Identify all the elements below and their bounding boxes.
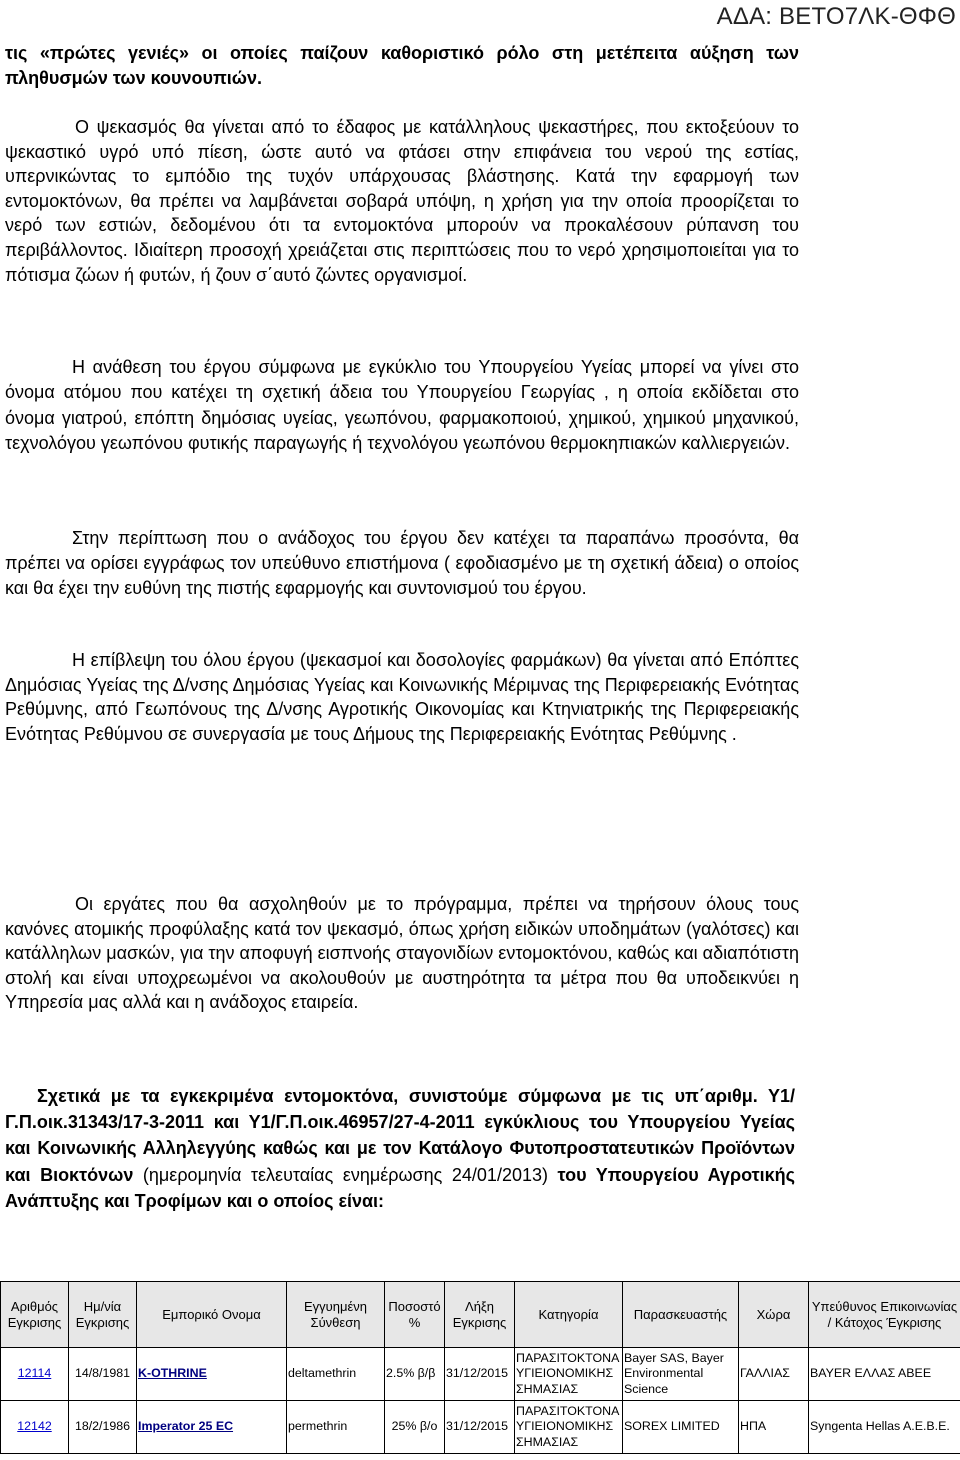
expiry-cell: 31/12/2015 [445,1348,515,1401]
paragraph-contractor: Στην περίπτωση που ο ανάδοχος του έργου δεν κατέχει τα παραπάνω προσόντα, θα πρέπει να ορίσει εγγράφως τον υπεύθυνο επιστήμονα ( εφοδιασμένο με τη σχετική άδεια) ο οποίος και θα έχει την ευθύνη της πιστής εφαρμογής και συντονισμού του έργου. [5,528,799,598]
header-reg-no: Αριθμός Εγκρισης [1,1282,69,1348]
category-cell: ΠΑΡΑΣΙΤΟΚΤΟΝΑ ΥΓΙΕΙΟΝΟΜΙΚΗΣ ΣΗΜΑΣΙΑΣ [515,1401,623,1454]
table-row [1,1348,960,1401]
table-row [1,1401,960,1454]
document-ada-code: ΑΔΑ: ΒΕΤΟ7ΛΚ-ΘΦΘ [716,3,956,30]
paragraph-worker-safety: Οι εργάτες που θα ασχοληθούν με το πρόγραμμα, πρέπει να τηρήσουν όλους τους κανόνες ατομικής προφύλαξης κατά τον ψεκασμό, όπως χρήση ειδικών υποδημάτων (γαλότσες) και κατάλληλων μασκών, για την αποφυγή εισπνοής σταγονιδίων εντομοκτόνου, καθώς και αδιαπότιστη στολή και είναι υποχρεωμένοι να ακολουθούν με αυστηρότητα τα μέτρα που θα υποδεικνύει η Υπηρεσία μας αλλά και η ανάδοχος εταιρεία. [5,894,800,1013]
composition-cell: permethrin [287,1401,385,1454]
header-manufacturer: Παρασκευαστής [623,1282,739,1348]
header-reg-date: Ημ/νία Εγκρισης [69,1282,137,1348]
contact-cell: BAYER ΕΛΛΑΣ ΑΒΕΕ [809,1348,960,1401]
composition-cell: deltamethrin [287,1348,385,1401]
update-date-text: (ημερομηνία τελευταίας ενημέρωσης 24/01/2013) [133,1164,558,1185]
reg-no-cell[interactable] [1,1401,69,1454]
insecticides-table [0,1281,960,1454]
paragraph-spraying-method: Ο ψεκασμός θα γίνεται από το έδαφος με κατάλληλους ψεκαστήρες, που εκτοξεύουν το ψεκαστικό υγρό υπό πίεση, ώστε αυτό να φτάσει στην επιφάνεια του νερού της εστίας, υπερνικώντας το εμπόδιο της τυχόν υπάρχουσας βλάστησης. Κατά την εφαρμογή των εντομοκτόνων, θα πρέπει να λαμβάνεται σοβαρά υπόψη, η χρήση για την οποία προορίζεται το νερό των εστιών, δεδομένου ότι τα εντομοκτόνα μπορούν να προκαλέσουν ρύπανση του περιβάλλοντος. Ιδιαίτερη προσοχή χρειάζεται στις περιπτώσεις που το νερό χρησιμοποιείται για το πότισμα ζώων ή φυτών, ή ζουν σ΄αυτό ζώντες οργανισμοί. [5,117,799,285]
expiry-cell: 31/12/2015 [445,1401,515,1454]
paragraph-assignment: Η ανάθεση του έργου σύμφωνα με εγκύκλιο του Υπουργείου Υγείας μπορεί να γίνει στο όνομα ατόμου που κατέχει τη σχετική άδεια του Υπουργείου Γεωργίας , η οποία εκδίδεται στο όνομα γιατρού, επόπτη δημόσιας υγείας, γεωπόνου, φαρμακοποιού, χημικού, χημικού μηχανικού, τεχνολόγου γεωπόνου φυτικής παραγωγής ή τεχνολόγου γεωπόνου θερμοκηπιακών καλλιεργειών. [5,357,799,454]
approved-insecticides-text: Σχετικά με τα εγκεκριμένα εντομοκτόνα, συνιστούμε σύμφωνα με τις υπ΄αριθμ. Υ1/Γ.Π.οικ.31343/17-3-2011 και Υ1/Γ.Π.οικ.46957/27-4-2011 εγκύκλιους του Υπουργείου Υγείας και Κοινωνικής Αλληλεγγύης καθώς και με τον Κατάλογο Φυτοπροστατευτικών Προϊόντων και Βιοκτόνων [5,1086,795,1185]
header-country: Χώρα [739,1282,809,1348]
reg-date-cell: 18/2/1986 [69,1401,137,1454]
header-category: Κατηγορία [515,1282,623,1348]
trade-name-link[interactable]: K-OTHRINE [138,1366,207,1381]
paragraph-supervision: Η επίβλεψη του όλου έργου (ψεκασμοί και δοσολογίες φαρμάκων) θα γίνεται από Επόπτες Δημόσιας Υγείας της Δ/νσης Δημόσιας Υγείας και Κοινωνικής Μέριμνας της Περιφερειακής Ενότητας Ρεθύμνης, από Γεωπόνους της Δ/νσης Αγροτικής Οικονομίας και Κτηνιατρικής της Περιφερειακής Ενότητας Ρεθύμνου σε συνεργασία με τους Δήμους της Περιφερειακής Ενότητας Ρεθύμνης . [5,650,799,744]
header-contact: Υπεύθυνος Επικοινωνίας / Κάτοχος Έγκρισης [809,1282,960,1348]
category-cell: ΠΑΡΑΣΙΤΟΚΤΟΝΑ ΥΓΙΕΙΟΝΟΜΙΚΗΣ ΣΗΜΑΣΙΑΣ [515,1348,623,1401]
paragraph-approved-insecticides [5,1083,795,1214]
manufacturer-cell: SOREX LIMITED [623,1401,739,1454]
table-header-row [1,1282,960,1348]
reg-no-link[interactable]: 12114 [17,1366,52,1381]
header-expiry: Λήξη Εγκρισης [445,1282,515,1348]
reg-no-cell[interactable] [1,1348,69,1401]
paragraph-first-generations: τις «πρώτες γενιές» οι οποίες παίζουν καθοριστικό ρόλο στη μετέπειτα αύξηση των πληθυσμών των κουνουπιών. [5,43,799,88]
trade-name-cell[interactable] [137,1401,287,1454]
percent-cell: 2.5% β/β [385,1348,445,1401]
header-trade-name: Εμπορικό Ονομα [137,1282,287,1348]
reg-date-cell: 14/8/1981 [69,1348,137,1401]
header-percent: Ποσοστό % [385,1282,445,1348]
trade-name-link[interactable]: Imperator 25 EC [138,1419,234,1434]
contact-cell: Syngenta Hellas A.E.B.E. [809,1401,960,1454]
country-cell: ΗΠΑ [739,1401,809,1454]
reg-no-link[interactable]: 12142 [17,1419,52,1434]
manufacturer-cell: Bayer SAS, Bayer Environmental Science [623,1348,739,1401]
percent-cell: 25% β/ο [385,1401,445,1454]
header-composition: Εγγυημένη Σύνθεση [287,1282,385,1348]
trade-name-cell[interactable] [137,1348,287,1401]
ministry-text: του Υπουργείου Αγροτικής Ανάπτυξης και Τροφίμων και ο οποίος είναι: [5,1164,795,1211]
country-cell: ΓΑΛΛΙΑΣ [739,1348,809,1401]
